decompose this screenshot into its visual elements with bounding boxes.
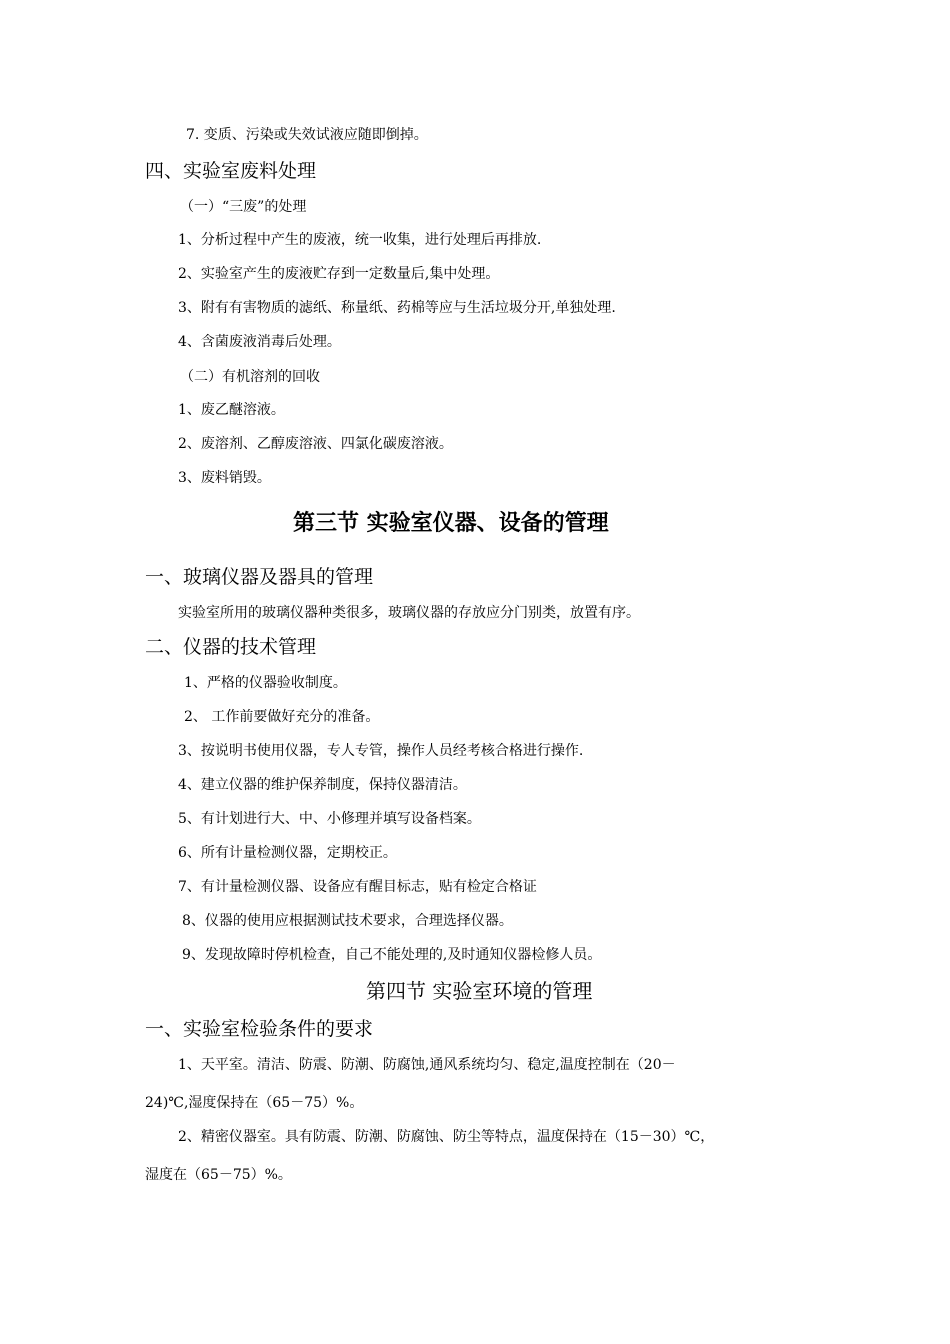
- chapter-section-3-title: 第三节 实验室仪器、设备的管理: [293, 511, 609, 536]
- list-item: 1、严格的仪器验收制度。: [184, 675, 347, 691]
- section-heading-waste: 四、实验室废料处理: [145, 160, 317, 182]
- list-item: 1、分析过程中产生的废液，统一收集，进行处理后再排放.: [178, 232, 542, 248]
- section-heading-conditions: 一、实验室检验条件的要求: [145, 1018, 374, 1040]
- subheading-three-wastes: （一）“三废”的处理: [180, 199, 307, 215]
- list-item: 7、有计量检测仪器、设备应有醒目标志，贴有检定合格证: [178, 879, 537, 895]
- list-item: 5、有计划进行大、中、小修理并填写设备档案。: [178, 811, 481, 827]
- paragraph-line: 湿度在（65－75）%。: [145, 1167, 292, 1183]
- subheading-solvent-recovery: （二）有机溶剂的回收: [180, 369, 320, 385]
- list-item: 2、废溶剂、乙醇废溶液、四氯化碳废溶液。: [178, 436, 453, 452]
- paragraph-line: 2、精密仪器室。具有防震、防潮、防腐蚀、防尘等特点，温度保持在（15－30）℃，: [178, 1129, 715, 1145]
- paragraph: 实验室所用的玻璃仪器种类很多，玻璃仪器的存放应分门别类，放置有序。: [178, 605, 640, 621]
- list-item: 1、废乙醚溶液。: [178, 402, 285, 418]
- list-item: 7. 变质、污染或失效试液应随即倒掉。: [186, 127, 428, 143]
- list-item: 4、建立仪器的维护保养制度，保持仪器清洁。: [178, 777, 467, 793]
- list-item: 3、附有有害物质的滤纸、称量纸、药棉等应与生活垃圾分开,单独处理.: [178, 300, 616, 316]
- paragraph-line: 24)℃,湿度保持在（65－75）%。: [145, 1095, 364, 1111]
- list-item: 2、实验室产生的废液贮存到一定数量后,集中处理。: [178, 266, 500, 282]
- paragraph-line: 1、天平室。清洁、防震、防潮、防腐蚀,通风系统均匀、稳定,温度控制在（20－: [178, 1057, 676, 1073]
- chapter-section-4-title: 第四节 实验室环境的管理: [366, 979, 593, 1003]
- list-item: 9、发现故障时停机检查，自己不能处理的,及时通知仪器检修人员。: [182, 947, 602, 963]
- list-item: 4、含菌废液消毒后处理。: [178, 334, 341, 350]
- list-item: 3、废料销毁。: [178, 470, 271, 486]
- list-item: 6、所有计量检测仪器，定期校正。: [178, 845, 397, 861]
- section-heading-technical: 二、仪器的技术管理: [145, 636, 317, 658]
- section-heading-glassware: 一、玻璃仪器及器具的管理: [145, 566, 374, 588]
- list-item: 2、 工作前要做好充分的准备。: [184, 709, 380, 725]
- list-item: 8、仪器的使用应根据测试技术要求，合理选择仪器。: [182, 913, 513, 929]
- list-item: 3、按说明书使用仪器，专人专管，操作人员经考核合格进行操作.: [178, 743, 584, 759]
